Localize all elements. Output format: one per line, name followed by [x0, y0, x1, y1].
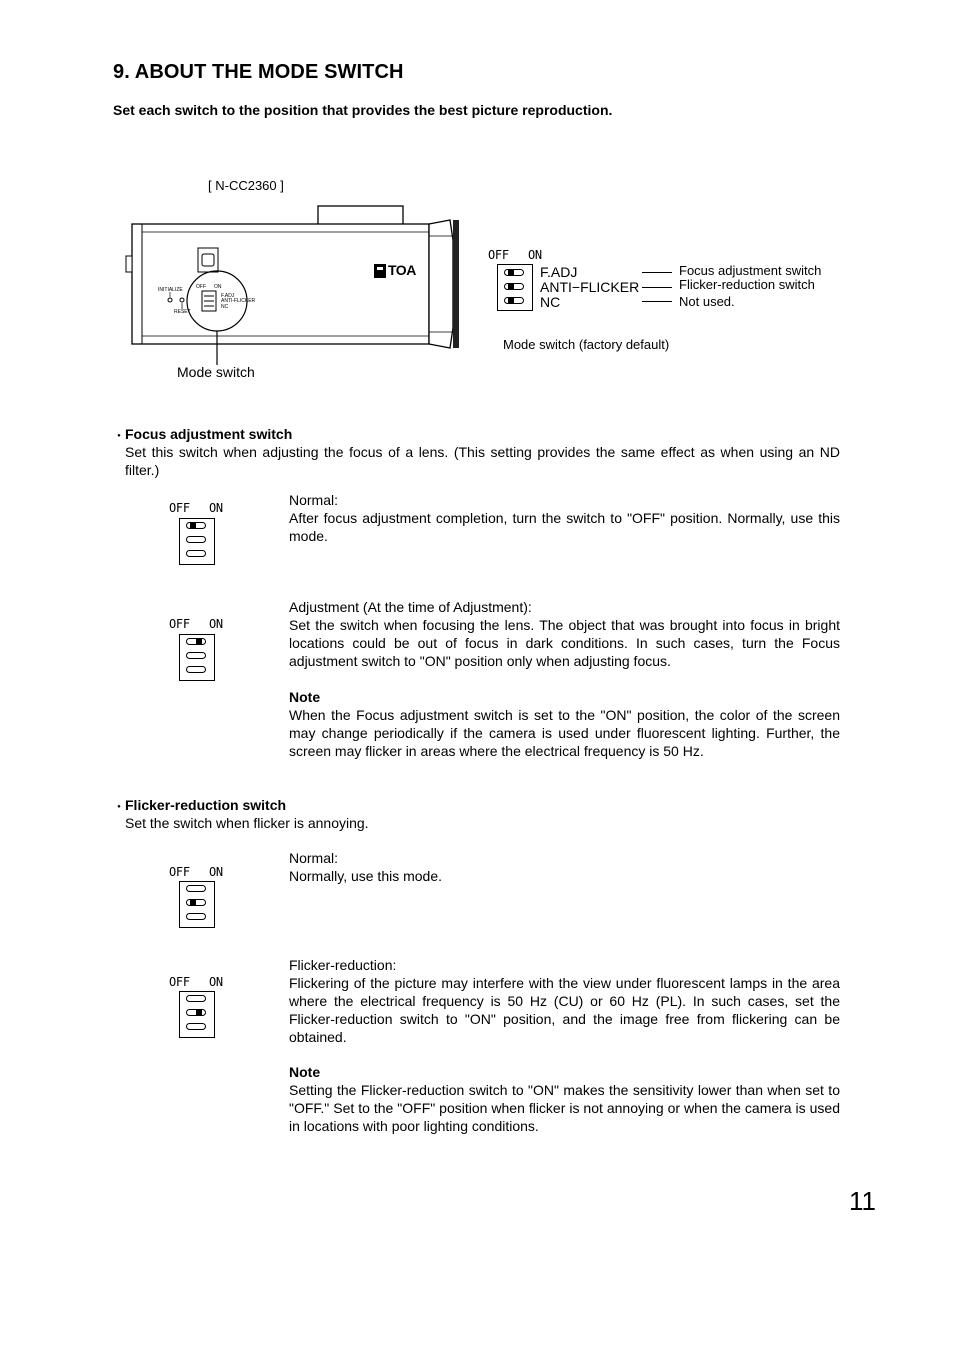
dip-switch [504, 269, 524, 276]
flicker-reduction-text: Flickering of the picture may interfere with the view under fluorescent lamps in the area where the electrical frequency is 50 Hz (CU) or 60 Hz (PL). In such cases, set the Flicker-reduction switch to "ON" position, and the image free from flickering can be obtained. [289, 975, 840, 1045]
focus-note-text: When the Focus adjustment switch is set to the "ON" position, the color of the screen may change periodically if the camera is used under fluorescent lighting. Further, the screen may flicker in areas where the electrical frequency is 50 Hz. [289, 707, 840, 759]
page-subtitle: Set each switch to the position that provides the best picture reproduction. [113, 102, 613, 118]
bullet: ・ [112, 799, 126, 815]
leader-line [642, 287, 672, 288]
legend-row-description: Focus adjustment switch [679, 263, 822, 278]
initialize-label: INITIALIZE [158, 287, 183, 293]
switch-on-label: ON [209, 975, 223, 989]
focus-normal-text: After focus adjustment completion, turn the switch to "OFF" position. Normally, use this mode. [289, 510, 840, 544]
focus-normal-heading: Normal: [289, 492, 339, 508]
flicker-normal-switch-diagram [179, 881, 215, 928]
focus-section-description: Set this switch when adjusting the focus of a lens. (This setting provides the same effect as when using an ND filter.) [125, 444, 840, 478]
page-number: 11 [849, 1186, 876, 1216]
flicker-reduction-heading: Flicker-reduction: [289, 957, 397, 973]
legend-off-label: OFF [488, 248, 509, 262]
dip-switch [186, 666, 206, 673]
page-title: 9. ABOUT THE MODE SWITCH [113, 61, 404, 83]
dip-switch [186, 522, 206, 529]
dip-switch [186, 652, 206, 659]
legend-switch-block [497, 264, 533, 311]
flicker-section-description: Set the switch when flicker is annoying. [125, 815, 369, 831]
focus-normal-switch-diagram [179, 518, 215, 565]
panel-on-label: ON [214, 284, 222, 290]
flicker-reduction-switch-diagram [179, 991, 215, 1038]
switch-on-label: ON [209, 501, 223, 515]
dip-switch [186, 1023, 206, 1030]
reset-label: RESET [174, 309, 191, 315]
switch-off-label: OFF [169, 617, 190, 631]
dip-switch [186, 995, 206, 1002]
focus-section-title: Focus adjustment switch [125, 426, 293, 442]
panel-off-label: OFF [196, 284, 206, 290]
switch-off-label: OFF [169, 865, 190, 879]
legend-row-description: Flicker-reduction switch [679, 277, 815, 292]
focus-adjust-text: Set the switch when focusing the lens. The object that was brought into focus in bright locations could be out of focus in dark conditions. In such cases, turn the Focus adjustment switch to "ON" position only when adjusting focus. [289, 617, 840, 669]
legend-on-label: ON [528, 248, 542, 262]
leader-line [642, 301, 672, 302]
focus-note-heading: Note [289, 689, 321, 705]
dip-switch [504, 297, 524, 304]
dip-switch [186, 638, 206, 645]
legend-row-label: ANTI−FLICKER [540, 279, 640, 295]
legend-row-description: Not used. [679, 294, 735, 309]
dip-switch [186, 899, 206, 906]
flicker-normal-text: Normally, use this mode. [289, 868, 443, 884]
mode-switch-callout: Mode switch [177, 364, 255, 380]
switch-off-label: OFF [169, 501, 190, 515]
flicker-normal-heading: Normal: [289, 850, 339, 866]
panel-fadj-label: F.ADJ [221, 293, 235, 299]
flicker-note-text: Setting the Flicker-reduction switch to "ON" makes the sensitivity lower than when set to "OFF." Set to the "OFF" position when flicker is not annoying or when the camera is used in locations with poor lighting conditions. [289, 1082, 840, 1134]
focus-adjust-switch-diagram [179, 634, 215, 681]
panel-nc-label: NC [221, 304, 229, 310]
switch-off-label: OFF [169, 975, 190, 989]
switch-on-label: ON [209, 617, 223, 631]
legend-row-label: NC [540, 294, 561, 310]
panel-anti-flicker-label: ANTI-FLICKER [221, 298, 256, 304]
dip-switch [186, 913, 206, 920]
legend-caption: Mode switch (factory default) [503, 337, 670, 352]
model-label: [ N-CC2360 ] [208, 178, 284, 193]
flicker-note-heading: Note [289, 1064, 321, 1080]
dip-switch [504, 283, 524, 290]
dip-switch [186, 536, 206, 543]
bullet: ・ [112, 428, 126, 444]
switch-on-label: ON [209, 865, 223, 879]
brand-logo: TOA [388, 262, 416, 278]
leader-line [642, 272, 672, 273]
dip-switch [186, 550, 206, 557]
dip-switch [186, 885, 206, 892]
flicker-section-title: Flicker-reduction switch [125, 797, 287, 813]
dip-switch [186, 1009, 206, 1016]
focus-adjust-heading: Adjustment (At the time of Adjustment): [289, 599, 532, 615]
legend-row-label: F.ADJ [540, 264, 578, 280]
